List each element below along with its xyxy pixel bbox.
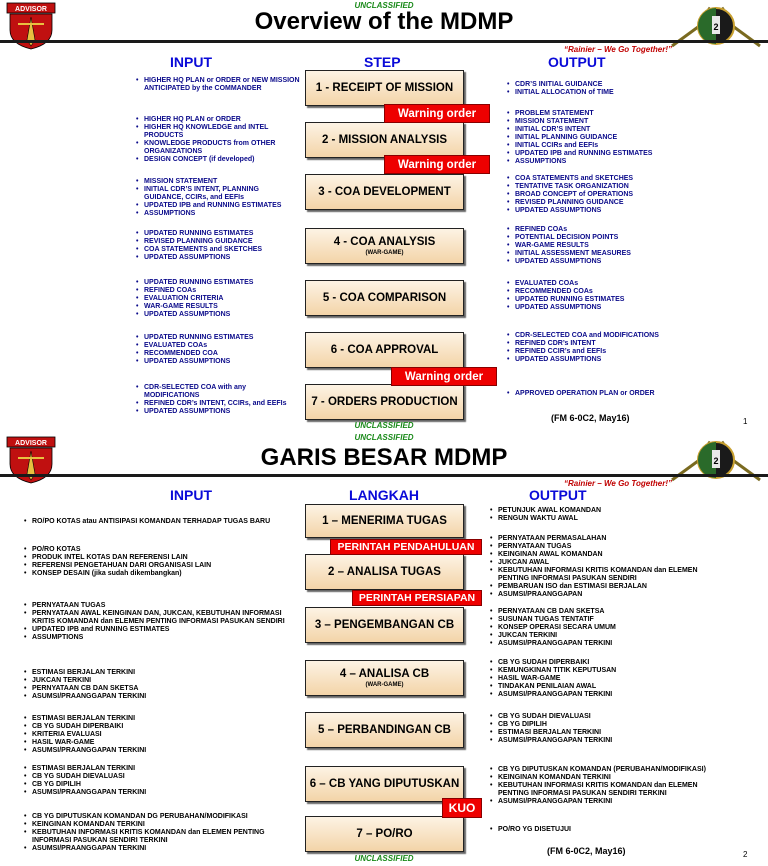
header-step: LANGKAH <box>349 487 419 503</box>
list-item: • ASSUMPTIONS <box>24 634 299 642</box>
input-list <box>136 334 300 366</box>
output-list <box>507 175 667 215</box>
list-item: • REFINED CCIR’s and EEFIs <box>507 348 667 356</box>
list-item: • INITIAL ALLOCATION of TIME <box>507 89 667 97</box>
list-item: • TINDAKAN PENILAIAN AWAL <box>490 683 730 691</box>
list-item: • REFINED COAs <box>136 287 300 295</box>
list-item: • ASUMSI/PRAANGGAPAN <box>490 591 730 599</box>
list-item: • CDR-SELECTED COA with any MODIFICATIONS <box>136 384 300 400</box>
reference-citation: (FM 6-0C2, May16) <box>547 846 626 856</box>
classification-top: UNCLASSIFIED <box>354 433 414 442</box>
list-item: • BROAD CONCEPT of OPERATIONS <box>507 191 667 199</box>
list-item: • COA STATEMENTS and SKETCHES <box>136 246 300 254</box>
list-item: • MISSION STATEMENT <box>136 178 300 186</box>
list-item: • KEINGINAN KOMANDAN TERKINI <box>24 821 299 829</box>
step-box <box>305 607 464 643</box>
warning-order-badge: Warning order <box>384 155 490 174</box>
list-item: • CB YG SUDAH DIPERBAIKI <box>24 723 299 731</box>
list-item: • JUKCAN TERKINI <box>490 632 730 640</box>
list-item: • UPDATED ASSUMPTIONS <box>507 207 667 215</box>
list-item: • CDR-SELECTED COA and MODIFICATIONS <box>507 332 667 340</box>
header-output: OUTPUT <box>548 54 606 70</box>
input-list <box>24 715 299 755</box>
list-item: • POTENTIAL DECISION POINTS <box>507 234 667 242</box>
list-item: • RECOMMENDED COA <box>136 350 300 358</box>
step-label: 4 – ANALISA CB <box>339 668 430 680</box>
step-box <box>305 660 464 696</box>
classification-bottom: UNCLASSIFIED <box>354 421 414 430</box>
list-item: • ASSUMPTIONS <box>507 158 667 166</box>
warning-order-badge: KUO <box>442 798 482 818</box>
list-item: • INITIAL CCIRs and EEFIs <box>507 142 667 150</box>
output-list <box>507 390 667 398</box>
list-item: • KRITERIA EVALUASI <box>24 731 299 739</box>
list-item: • PETUNJUK AWAL KOMANDAN <box>490 507 730 515</box>
list-item: • UPDATED ASSUMPTIONS <box>136 311 300 319</box>
list-item: • UPDATED IPB and RUNNING ESTIMATES <box>136 202 300 210</box>
step-label: 2 – ANALISA TUGAS <box>328 566 441 578</box>
input-list <box>136 384 300 416</box>
output-list <box>490 608 730 648</box>
list-item: • PERNYATAAN TUGAS <box>490 543 730 551</box>
list-item: • KONSEP DESAIN (jika sudah dikembangkan) <box>24 570 299 578</box>
list-item: • RO/PO KOTAS atau ANTISIPASI KOMANDAN TERHADAP TUGAS BARU <box>24 518 299 526</box>
list-item: • RENGUN WAKTU AWAL <box>490 515 730 523</box>
step-box <box>305 384 464 420</box>
svg-text:2: 2 <box>713 22 719 32</box>
list-item: • SUSUNAN TUGAS TENTATIF <box>490 616 730 624</box>
output-list <box>507 226 667 266</box>
list-item: • PERNYATAAN AWAL KEINGINAN DAN, JUKCAN, KEBUTUHAN INFORMASI KRITIS KOMANDAN dan ELEMEN PENTING INFORMASI PASUKAN SENDIRI <box>24 610 299 626</box>
list-item: • REFERENSI PENGETAHUAN DARI ORGANISASI LAIN <box>24 562 299 570</box>
list-item: • PERNYATAAN TUGAS <box>24 602 299 610</box>
output-list <box>490 659 730 699</box>
step-sublabel: (WAR-GAME) <box>365 682 404 688</box>
list-item: • KEBUTUHAN INFORMASI KRITIS KOMANDAN dan ELEMEN PENTING INFORMASI PASUKAN SENDIRI TERKINI <box>24 829 299 845</box>
motto: “Rainier – We Go Together!” <box>563 45 672 54</box>
list-item: • INITIAL CDR’S INTENT, PLANNING GUIDANCE, CCIRs, and EEFIs <box>136 186 300 202</box>
list-item: • MISSION STATEMENT <box>507 118 667 126</box>
step-label: 4 - COA ANALYSIS <box>333 236 436 248</box>
slide-title: Overview of the MDMP <box>254 8 514 35</box>
step-box <box>305 554 464 590</box>
list-item: • ASUMSI/PRAANGGAPAN TERKINI <box>24 789 299 797</box>
output-list <box>490 535 730 599</box>
step-box <box>305 280 464 316</box>
header-step: STEP <box>364 54 401 70</box>
classification-bottom: UNCLASSIFIED <box>354 854 414 863</box>
step-box <box>305 766 464 802</box>
list-item: • PERNYATAAN PERMASALAHAN <box>490 535 730 543</box>
list-item: • UPDATED ASSUMPTIONS <box>507 258 667 266</box>
list-item: • UPDATED ASSUMPTIONS <box>507 304 667 312</box>
logo-label: ADVISOR <box>15 6 47 13</box>
list-item: • REFINED CDR’s INTENT, CCIRs, and EEFIs <box>136 400 300 408</box>
step-box <box>305 122 464 158</box>
list-item: • RECOMMENDED COAs <box>507 288 667 296</box>
input-list <box>136 279 300 319</box>
page-number: 2 <box>743 850 748 859</box>
list-item: • ASUMSI/PRAANGGAPAN TERKINI <box>490 737 730 745</box>
list-item: • CDR’S INITIAL GUIDANCE <box>507 81 667 89</box>
list-item: • KEBUTUHAN INFORMASI KRITIS KOMANDAN dan ELEMEN PENTING INFORMASI PASUKAN SENDIRI <box>490 567 730 583</box>
list-item: • UPDATED ASSUMPTIONS <box>136 358 300 366</box>
list-item: • PROBLEM STATEMENT <box>507 110 667 118</box>
list-item: • EVALUATED COAs <box>507 280 667 288</box>
input-list <box>136 230 300 262</box>
list-item: • KEINGINAN AWAL KOMANDAN <box>490 551 730 559</box>
step-label: 3 – PENGEMBANGAN CB <box>314 619 455 631</box>
list-item: • WAR-GAME RESULTS <box>507 242 667 250</box>
list-item: • CB YG SUDAH DIEVALUASI <box>490 713 730 721</box>
list-item: • KONSEP OPERASI SECARA UMUM <box>490 624 730 632</box>
list-item: • TENTATIVE TASK ORGANIZATION <box>507 183 667 191</box>
list-item: • UPDATED IPB and RUNNING ESTIMATES <box>507 150 667 158</box>
list-item: • KEINGINAN KOMANDAN TERKINI <box>490 774 730 782</box>
list-item: • CB YG DIPUTUSKAN KOMANDAN DG PERUBAHAN/MODIFIKASI <box>24 813 299 821</box>
step-label: 5 - COA COMPARISON <box>322 292 447 304</box>
list-item: • INITIAL CDR’S INTENT <box>507 126 667 134</box>
output-list <box>507 110 667 166</box>
list-item: • UPDATED RUNNING ESTIMATES <box>136 279 300 287</box>
list-item: • PERNYATAAN CB DAN SKETSA <box>24 685 299 693</box>
list-item: • DESIGN CONCEPT (if developed) <box>136 156 300 164</box>
list-item: • HIGHER HQ PLAN or ORDER or NEW MISSION ANTICIPATED by the COMMANDER <box>136 77 300 93</box>
logo-label: ADVISOR <box>15 440 47 447</box>
output-list <box>507 332 667 364</box>
output-list <box>507 81 667 97</box>
step-label: 2 - MISSION ANALYSIS <box>321 134 448 146</box>
list-item: • UPDATED ASSUMPTIONS <box>136 408 300 416</box>
warning-order-badge: PERINTAH PENDAHULUAN <box>330 539 482 555</box>
list-item: • ASUMSI/PRAANGGAPAN TERKINI <box>490 640 730 648</box>
list-item: • UPDATED RUNNING ESTIMATES <box>507 296 667 304</box>
list-item: • HASIL WAR-GAME <box>490 675 730 683</box>
slide-2 <box>0 432 768 862</box>
slide-1 <box>0 0 768 430</box>
step-label: 1 – MENERIMA TUGAS <box>322 515 447 527</box>
list-item: • ESTIMASI BERJALAN TERKINI <box>24 765 299 773</box>
step-label: 5 – PERBANDINGAN CB <box>318 724 451 736</box>
title-divider <box>0 40 768 43</box>
list-item: • PEMBARUAN ISO dan ESTIMASI BERJALAN <box>490 583 730 591</box>
list-item: • UPDATED RUNNING ESTIMATES <box>136 334 300 342</box>
unit-crest-icon <box>666 436 766 486</box>
motto: “Rainier – We Go Together!” <box>563 479 672 488</box>
step-box <box>305 174 464 210</box>
reference-citation: (FM 6-0C2, May16) <box>551 413 630 423</box>
list-item: • ASSUMPTIONS <box>136 210 300 218</box>
warning-order-badge: PERINTAH PERSIAPAN <box>352 590 482 606</box>
warning-order-badge: Warning order <box>384 104 490 123</box>
list-item: • ESTIMASI BERJALAN TERKINI <box>24 715 299 723</box>
list-item: • KEMUNGKINAN TITIK KEPUTUSAN <box>490 667 730 675</box>
step-label: 7 – PO/RO <box>356 828 413 840</box>
list-item: • JUKCAN AWAL <box>490 559 730 567</box>
step-label: 6 – CB YANG DIPUTUSKAN <box>309 778 460 790</box>
input-list <box>24 602 299 642</box>
step-sublabel: (WAR-GAME) <box>365 250 404 256</box>
list-item: • KNOWLEDGE PRODUCTS from OTHER ORGANIZATIONS <box>136 140 300 156</box>
list-item: • ASUMSI/PRAANGGAPAN TERKINI <box>24 747 299 755</box>
output-list <box>490 713 730 745</box>
svg-text:2: 2 <box>713 456 719 466</box>
list-item: • UPDATED ASSUMPTIONS <box>507 356 667 364</box>
list-item: • HIGHER HQ KNOWLEDGE and INTEL PRODUCTS <box>136 124 300 140</box>
list-item: • ESTIMASI BERJALAN TERKINI <box>24 669 299 677</box>
list-item: • CB YG DIPUTUSKAN KOMANDAN (PERUBAHAN/MODIFIKASI) <box>490 766 730 774</box>
list-item: • COA STATEMENTS and SKETCHES <box>507 175 667 183</box>
title-divider <box>0 474 768 477</box>
warning-order-badge: Warning order <box>391 367 497 386</box>
output-list <box>490 507 730 523</box>
classification-top: UNCLASSIFIED <box>354 1 414 10</box>
list-item: • CB YG DIPILIH <box>490 721 730 729</box>
list-item: • REVISED PLANNING GUIDANCE <box>136 238 300 246</box>
list-item: • UPDATED IPB and RUNNING ESTIMATES <box>24 626 299 634</box>
list-item: • APPROVED OPERATION PLAN or ORDER <box>507 390 667 398</box>
input-list <box>136 116 300 164</box>
input-list <box>24 765 299 797</box>
step-box <box>305 504 464 538</box>
input-list <box>24 669 299 701</box>
header-output: OUTPUT <box>529 487 587 503</box>
step-label: 1 - RECEIPT OF MISSION <box>315 82 454 94</box>
step-label: 6 - COA APPROVAL <box>330 344 439 356</box>
step-box <box>305 816 464 852</box>
header-input: INPUT <box>170 487 212 503</box>
step-label: 3 - COA DEVELOPMENT <box>318 186 451 198</box>
list-item: • INITIAL PLANNING GUIDANCE <box>507 134 667 142</box>
input-list <box>136 77 300 93</box>
list-item: • REVISED PLANNING GUIDANCE <box>507 199 667 207</box>
list-item: • CB YG DIPILIH <box>24 781 299 789</box>
step-box <box>305 332 464 368</box>
list-item: • ASUMSI/PRAANGGAPAN TERKINI <box>490 798 730 806</box>
list-item: • UPDATED RUNNING ESTIMATES <box>136 230 300 238</box>
list-item: • PO/RO KOTAS <box>24 546 299 554</box>
list-item: • WAR-GAME RESULTS <box>136 303 300 311</box>
step-box <box>305 70 464 106</box>
input-list <box>24 518 299 526</box>
list-item: • REFINED COAs <box>507 226 667 234</box>
step-label: 7 - ORDERS PRODUCTION <box>311 396 458 408</box>
list-item: • JUKCAN TERKINI <box>24 677 299 685</box>
list-item: • ESTIMASI BERJALAN TERKINI <box>490 729 730 737</box>
step-box <box>305 228 464 264</box>
list-item: • PRODUK INTEL KOTAS DAN REFERENSI LAIN <box>24 554 299 562</box>
list-item: • REFINED CDR’s INTENT <box>507 340 667 348</box>
page-number: 1 <box>743 417 748 426</box>
list-item: • UPDATED ASSUMPTIONS <box>136 254 300 262</box>
list-item: • HASIL WAR-GAME <box>24 739 299 747</box>
output-list <box>490 766 730 806</box>
input-list <box>24 546 299 578</box>
list-item: • HIGHER HQ PLAN or ORDER <box>136 116 300 124</box>
output-list <box>507 280 667 312</box>
list-item: • ASUMSI/PRAANGGAPAN TERKINI <box>24 845 299 853</box>
list-item: • CB YG SUDAH DIPERBAIKI <box>490 659 730 667</box>
output-list <box>490 826 730 834</box>
input-list <box>24 813 299 853</box>
list-item: • EVALUATION CRITERIA <box>136 295 300 303</box>
list-item: • PERNYATAAN CB DAN SKETSA <box>490 608 730 616</box>
list-item: • PO/RO YG DISETUJUI <box>490 826 730 834</box>
unit-crest-icon <box>666 2 766 52</box>
header-input: INPUT <box>170 54 212 70</box>
list-item: • EVALUATED COAs <box>136 342 300 350</box>
list-item: • KEBUTUHAN INFORMASI KRITIS KOMANDAN dan ELEMEN PENTING INFORMASI PASUKAN SENDIRI TERKINI <box>490 782 730 798</box>
slide-title: GARIS BESAR MDMP <box>260 444 508 471</box>
list-item: • CB YG SUDAH DIEVALUASI <box>24 773 299 781</box>
step-box <box>305 712 464 748</box>
list-item: • ASUMSI/PRAANGGAPAN TERKINI <box>490 691 730 699</box>
list-item: • ASUMSI/PRAANGGAPAN TERKINI <box>24 693 299 701</box>
list-item: • INITIAL ASSESSMENT MEASURES <box>507 250 667 258</box>
input-list <box>136 178 300 218</box>
